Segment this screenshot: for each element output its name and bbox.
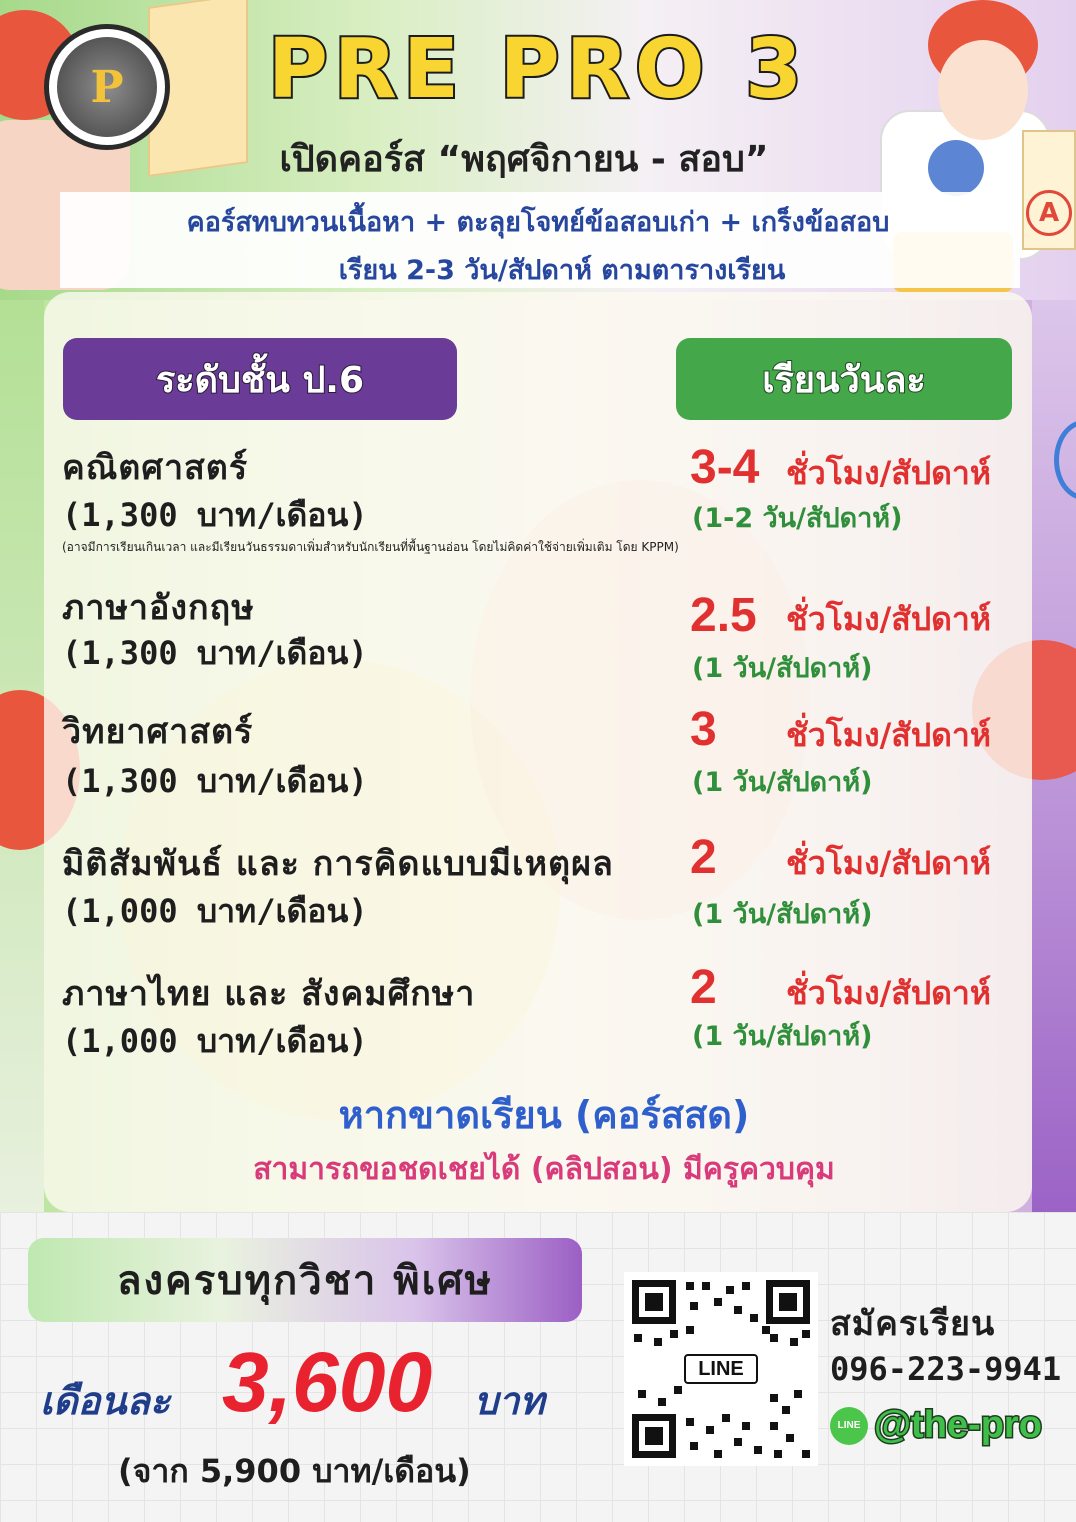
absence-heading: หากขาดเรียน (คอร์สสด) [338,1093,750,1137]
subject-price: (1,300 บาท/เดือน) [62,496,368,534]
line-contact[interactable] [830,1404,1042,1447]
line-qr-code[interactable] [624,1272,818,1466]
subject-days: (1-2 วัน/สัปดาห์) [692,503,903,534]
course-description: คอร์สทบทวนเนื้อหา + ตะลุยโจทย์ข้อสอบเก่า + เกร็งข้อสอบ [186,207,890,238]
hours-header-label: เรียนวันละ [762,359,926,401]
subject-hours: 2 [690,961,717,1014]
grade-level-label: ระดับชั้น ป.6 [155,359,365,401]
currency-label: บาท [474,1379,545,1423]
subject-name: มิติสัมพันธ์ และ การคิดแบบมีเหตุผล [62,844,614,884]
hours-header [676,338,1012,420]
bundle-promo-banner [28,1238,582,1322]
grade-level-header [63,338,457,420]
line-icon: LINE [830,1407,868,1445]
subject-price: (1,300 บาท/เดือน) [62,762,368,800]
hours-unit: ชั่วโมง/สัปดาห์ [786,974,991,1012]
subject-hours: 2 [690,831,717,884]
subject-days: (1 วัน/สัปดาห์) [692,1021,873,1052]
subject-price: (1,000 บาท/เดือน) [62,892,368,930]
subject-name: ภาษาไทย และ สังคมศึกษา [62,974,476,1014]
logo-letter: P [90,61,124,113]
grade-a-icon: A [1026,190,1072,236]
hours-unit: ชั่วโมง/สัปดาห์ [786,600,991,638]
subject-price: (1,000 บาท/เดือน) [62,1022,368,1060]
subject-days: (1 วัน/สัปดาห์) [692,767,873,798]
subject-days: (1 วัน/สัปดาห์) [692,653,873,684]
absence-detail: สามารถขอชดเชยได้ (คลิปสอน) มีครูควบคุม [253,1152,835,1187]
phone-number[interactable]: 096-223-9941 [830,1350,1062,1388]
subject-price: (1,300 บาท/เดือน) [62,634,368,672]
subject-days: (1 วัน/สัปดาห์) [692,899,873,930]
schedule-description: เรียน 2-3 วัน/สัปดาห์ ตามตารางเรียน [338,255,786,286]
line-id: @the-pro [874,1404,1042,1446]
subject-name: คณิตศาสตร์ [62,448,249,488]
subject-hours: 3 [690,703,717,756]
subject-name: ภาษาอังกฤษ [62,588,255,628]
hours-unit: ชั่วโมง/สัปดาห์ [786,716,991,754]
math-note: (อาจมีการเรียนเกินเวลา และมีเรียนวันธรรมดาเพิ่มสำหรับนักเรียนที่พื้นฐานอ่อน โดยไม่คิดค่าใช้จ่ายเพิ่มเติม โดย KPPM) [62,540,679,554]
course-subtitle: เปิดคอร์ส “พฤศจิกายน - สอบ” [279,139,769,180]
bundle-price: 3,600 [222,1335,433,1429]
subject-hours: 2.5 [690,589,757,642]
apply-label: สมัครเรียน [830,1304,996,1344]
subject-hours: 3-4 [690,441,760,494]
poster-title: PRE PRO 3 [267,22,809,117]
hours-unit: ชั่วโมง/สัปดาห์ [786,454,991,492]
hours-unit: ชั่วโมง/สัปดาห์ [786,844,991,882]
subject-name: วิทยาศาสตร์ [62,712,254,752]
bundle-promo-label: ลงครบทุกวิชา พิเศษ [116,1258,494,1304]
qr-line-label: LINE [684,1354,758,1384]
per-month-label: เดือนละ [40,1379,171,1423]
original-price: (จาก 5,900 บาท/เดือน) [118,1452,471,1490]
